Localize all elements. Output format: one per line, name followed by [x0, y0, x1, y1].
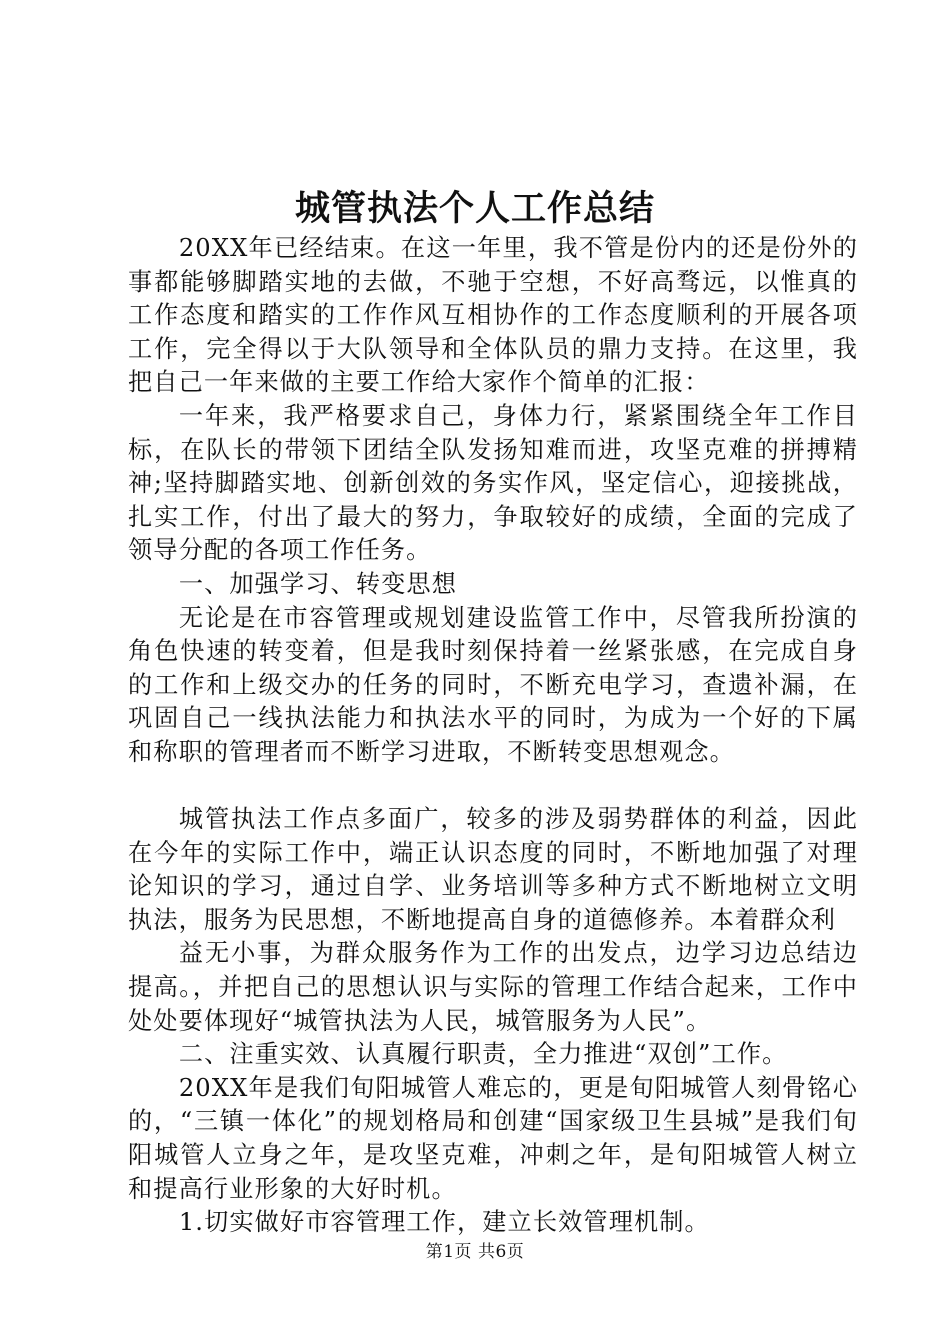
page-footer: 第1页 共6页	[425, 1242, 525, 1262]
paragraph-year-summary: 一年来，我严格要求自己，身体力行，紧紧围绕全年工作目标，在队长的带领下团结全队发扬知难而进，攻坚克难的拼搏精神;坚持脚踏实地、创新创效的务实作风，坚定信心，迎接挑战，扎实工作，付出了最大的努力，争取较好的成绩，全面的完成了领导分配的各项工作任务。	[128, 401, 858, 565]
paragraph-intro: 20XX年已经结束。在这一年里，我不管是份内的还是份外的事都能够脚踏实地的去做，不驰于空想，不好高骛远，以惟真的工作态度和踏实的工作作风互相协作的工作态度顺利的开展各项工作，完全得以于大队领导和全体队员的鼎力支持。在这里，我把自己一年来做的主要工作给大家作个简单的汇报：	[128, 234, 858, 397]
document-title: 城管执法个人工作总结	[294, 189, 655, 229]
paragraph-spacer	[128, 770, 858, 804]
document-body	[128, 232, 858, 1240]
section-heading-1: 一、加强学习、转变思想	[178, 569, 457, 598]
list-item-1: 1.切实做好市容管理工作，建立长效管理机制。	[178, 1208, 710, 1237]
section-heading-2: 二、注重实效、认真履行职责，全力推进“双创”工作。	[178, 1040, 788, 1069]
paragraph-law-enforcement: 城管执法工作点多面广，较多的涉及弱势群体的利益，因此在今年的实际工作中，端正认识态度的同时，不断地加强了对理论知识的学习，通过自学、业务培训等多种方式不断地树立文明执法，服务为民思想，不断地提高自身的道德修养。本着群众利	[128, 805, 858, 934]
paragraph-mass-interest: 益无小事，为群众服务作为工作的出发点，边学习边总结边提高。，并把自己的思想认识与实际的管理工作结合起来，工作中处处要体现好“城管执法为人民，城管服务为人民”。	[128, 939, 858, 1035]
paragraph-xunyang: 20XX年是我们旬阳城管人难忘的，更是旬阳城管人刻骨铭心的，“三镇一体化”的规划格局和创建“国家级卫生县城”是我们旬阳城管人立身之年，是攻坚克难，冲刺之年，是旬阳城管人树立和提高行业形象的大好时机。	[128, 1073, 858, 1203]
paragraph-learning: 无论是在市容管理或规划建设监管工作中，尽管我所扮演的角色快速的转变着，但是我时刻保持着一丝紧张感，在完成自身的工作和上级交办的任务的同时，不断充电学习，查遗补漏，在巩固自己一线执法能力和执法水平的同时，为成为一个好的下属和称职的管理者而不断学习进取，不断转变思想观念。	[128, 603, 858, 766]
